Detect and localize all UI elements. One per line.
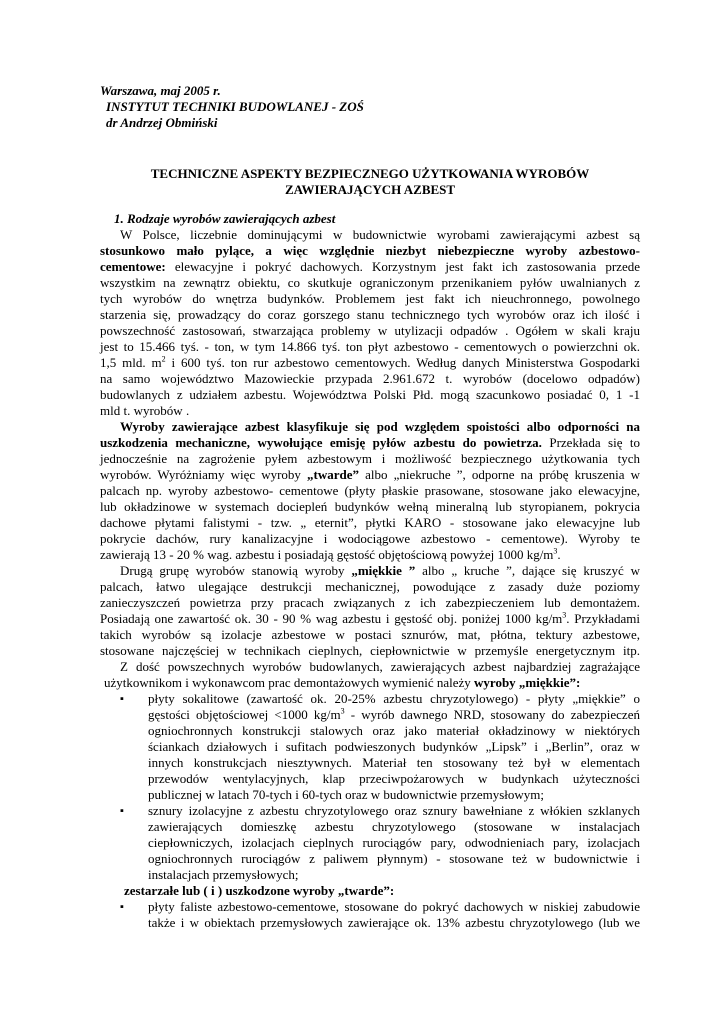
text-line — [104, 675, 644, 691]
emphasis: wyroby „miękkie”: — [474, 675, 581, 690]
text-span: Posiadają one zawartość ok. 30 - 90 % wag azbestu i gęstość obj. poniżej 1000 kg/m — [100, 611, 563, 626]
text-line: palcach, łatwo ulegające destrukcji mechanicznej, powodujące z zasady duże poziomy — [100, 579, 640, 594]
text-span: elewacyjne i pokryć dachowych. Korzystnym jest fakt ich zastosowania przede — [165, 259, 640, 274]
text-line — [100, 611, 640, 627]
list-item-line: publicznej w latach 70-tych i 60-tych oraz w budownictwie przemysłowym; — [148, 787, 545, 802]
superscript: 3 — [562, 610, 567, 620]
text-line: zanieczyszczeń powietrza przy pracach związanych z ich zabezpieczeniem lub demontażem. — [100, 595, 640, 610]
list-item-line: płyty sokalitowe (zawartość ok. 20-25% azbestu chryzotylowego) - płyty „miękkie” o — [148, 691, 640, 706]
institute-name: INSTYTUT TECHNIKI BUDOWLANEJ - ZOŚ — [106, 99, 364, 114]
document-title-line1: TECHNICZNE ASPEKTY BEZPIECZNEGO UŻYTKOWANIA WYROBÓW — [150, 166, 590, 181]
list-item-line: instalacjach przemysłowych; — [148, 867, 299, 882]
bullet-icon: ▪ — [120, 805, 124, 817]
list-item-line: przewodów wentylacyjnych, klap przeciwpożarowych w budynkach użyteczności — [148, 771, 640, 786]
text-line: jest to 15.466 tyś. - ton, w tym 14.866 tyś. ton płyt azbestowo - cementowych o powierzchni ok. — [100, 339, 640, 354]
text-line: takich wyrobów są izolacje azbestowe w postaci sznurów, mat, płótna, tektury azbestowe, — [100, 627, 640, 642]
text-line: tych wyrobów do wnętrza budynków. Problemem jest fakt ich nieuchronnego, powolnego — [100, 291, 640, 306]
text-span: Przekłada się to — [541, 435, 640, 450]
text-span: - wyrób dawnego NRD, stosowany do zabezpieczeń — [344, 707, 640, 722]
list-item-line: sznury izolacyjne z azbestu chryzotylowego oraz sznury bawełniane z włókien szklanych — [148, 803, 640, 818]
text-line: stosunkowo mało pylące, a więc względnie niezbyt niebezpieczne wyroby azbestowo- — [100, 243, 640, 258]
bullet-icon: ▪ — [120, 693, 124, 705]
list-item-line: płyty faliste azbestowo-cementowe, stosowane do pokryć dachowych w niskiej zabudowie — [148, 899, 640, 914]
text-line: Wyroby zawierające azbest klasyfikuje się pod względem spoistości albo odporności na — [120, 419, 640, 434]
text-line: stosowane najczęściej w technikach cieplnych, ciepłownictwie w przemyśle energetycznym itp. — [100, 643, 640, 658]
text-line: jednocześnie na zagrożenie pyłem azbestowym i możliwość bezpiecznego użytkowania tych — [100, 451, 640, 466]
text-line — [100, 467, 640, 483]
text-line: Z dość powszechnych wyrobów budowlanych, zawierających azbest najbardziej zagrażające — [120, 659, 640, 674]
list-item-line: ściankach działowych i sufitach podwieszonych budynków „Lipsk” i „Berlin”, oraz w — [148, 739, 640, 754]
text-line: mld t. wyrobów . — [100, 403, 190, 418]
text-line: na samo województwo Mazowieckie przypada 2.961.672 t. wyrobów (docelowo odpadów) — [100, 371, 640, 386]
text-line: powszechność zastosowań, stwarzająca problemy w utylizacji odpadów . Ogółem w skali kraju — [100, 323, 640, 338]
superscript: 3 — [340, 706, 345, 716]
text-line — [100, 355, 640, 371]
text-line — [120, 563, 640, 579]
text-line — [100, 435, 640, 451]
list-item-line: zawierających domieszkę azbestu chryzotylowego (stosowane w instalacjach — [148, 819, 640, 834]
text-line — [100, 547, 640, 563]
text-line: lub okładzinowe w systemach dociepleń budynków wełną mineralną lub styropianem, pokrycia — [100, 499, 640, 514]
text-span: 1,5 mld. m — [100, 355, 162, 370]
text-line: palcach np. wyroby azbestowo- cementowe (płyty płaskie prasowane, stosowane jako elewacyjne, — [100, 483, 640, 498]
emphasis: „twarde” — [307, 467, 360, 482]
text-line — [100, 259, 640, 275]
emphasis: cementowe: — [100, 259, 166, 274]
text-line: budowlanych z udziałem azbestu. Województwa Polski Płd. mogą szacunkowo posiadać 0, 1 -1 — [100, 387, 640, 402]
list-item-line: ciepłowniczych, izolacjach cieplnych rurociągów pary, odwodnieniach pary, izolacjach — [148, 835, 640, 850]
section-heading: 1. Rodzaje wyrobów zawierających azbest — [114, 211, 336, 226]
text-span: albo „ kruche ”, dające się kruszyć w — [415, 563, 640, 578]
list-item-line — [148, 707, 640, 723]
text-line: starzenia się, prowadzący do coraz gorszego stanu technicznego tych wyrobów oraz ich ilość i — [100, 307, 640, 322]
text-span: . Przykładami — [566, 611, 640, 626]
list-item-line: także i w obiektach przemysłowych zawierające ok. 13% azbestu chryzotylowego (lub we — [148, 915, 640, 930]
document-title-line2: ZAWIERAJĄCYCH AZBEST — [284, 182, 456, 197]
list-item-line: innych konstrukcjach niesztywnych. Materiał ten stosowany też był w elementach — [148, 755, 640, 770]
text-span: gęstości objętościowej <1000 kg/m — [148, 707, 341, 722]
list-item-line: ogniochronnych konstrukcji stalowych oraz jako materiał okładzinowy w niektórych — [148, 723, 640, 738]
text-span: zawierają 13 - 20 % wag. azbestu i posiadają gęstość objętościową powyżej 1000 kg/m — [100, 547, 554, 562]
text-line: dachowe płytami falistymi - tzw. „ eternit”, płytki KARO - stosowane jako elewacyjne lub — [100, 515, 640, 530]
text-span: wyrobów. Wyróżniamy więc wyroby — [100, 467, 308, 482]
text-line: wszystkim na zewnątrz obiektu, co skutkuje ograniczonym przenikaniem pyłów uwalnianych z — [100, 275, 640, 290]
list-item-line: ogniochronnych rurociągów z paliwem płynnym) - stosowane też w budownictwie i — [148, 851, 640, 866]
superscript: 2 — [161, 354, 166, 364]
emphasis: „miękkie ” — [351, 563, 416, 578]
place-date: Warszawa, maj 2005 r. — [100, 83, 221, 98]
emphasis: uszkodzenia mechaniczne, wywołujące emisję pyłów azbestu do powietrza. — [100, 435, 542, 450]
text-span: użytkownikom i wykonawcom prac demontażowych wymienić należy — [104, 675, 475, 690]
text-line: pokrycie dachów, rury kanalizacyjne i wodociągowe azbestowo - cementowe). Wyroby te — [100, 531, 640, 546]
sub-heading: zestarzałe lub ( i ) uszkodzone wyroby „twarde”: — [124, 883, 395, 898]
text-span: i 600 tyś. ton rur azbestowo cementowych. Według danych Ministerstwa Gospodarki — [165, 355, 640, 370]
text-line: W Polsce, liczebnie dominującymi w budownictwie wyrobami zawierającymi azbest są — [120, 227, 640, 242]
bullet-icon: ▪ — [120, 901, 124, 913]
text-span: Drugą grupę wyrobów stanowią wyroby — [120, 563, 352, 578]
author-name: dr Andrzej Obmiński — [106, 115, 218, 130]
text-span: . — [557, 547, 561, 562]
text-span: albo „niekruche ”, odporne na próbę kruszenia w — [359, 467, 640, 482]
superscript: 3 — [553, 546, 558, 556]
